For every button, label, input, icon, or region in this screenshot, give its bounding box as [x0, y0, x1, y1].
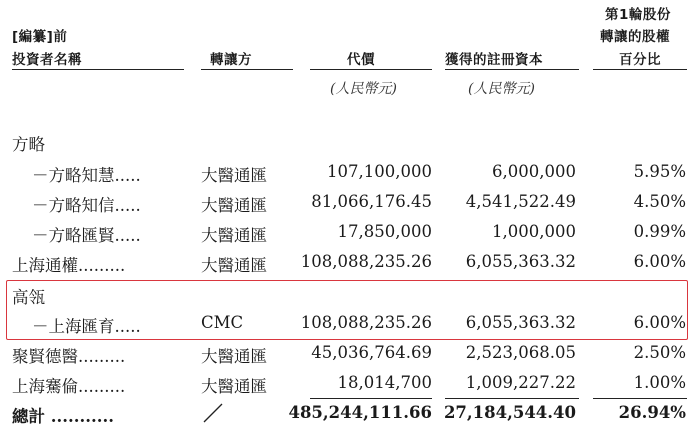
row-transferor: 大醫通匯: [201, 166, 267, 185]
row-consideration: 45,036,764.69: [311, 343, 432, 362]
row-pct: 6.00%: [633, 252, 686, 271]
header-pct-line3: 百分比: [619, 52, 661, 68]
row-transferor: 大醫通匯: [201, 196, 267, 215]
total-rule-consideration: [310, 398, 432, 399]
row-investor: －上海匯育.....: [32, 317, 141, 336]
row-investor: 方略: [12, 135, 45, 154]
header-rule-investor: [12, 69, 184, 70]
total-label: 總計 ...........: [12, 407, 114, 426]
row-transferor: 大醫通匯: [201, 226, 267, 245]
row-pct: 1.00%: [633, 373, 686, 392]
row-pct: 6.00%: [633, 313, 686, 332]
row-investor: －方略知信.....: [32, 196, 141, 215]
header-pct-line1: 第1輪股份: [605, 7, 671, 23]
row-transferor: 大醫通匯: [201, 256, 267, 275]
row-capital: 6,055,363.32: [465, 252, 576, 271]
row-transferor: CMC: [201, 313, 244, 332]
total-rule-capital: [445, 398, 579, 399]
header-investor: 投資者名稱: [12, 52, 82, 68]
total-rule-pct: [593, 398, 687, 399]
row-investor: －方略匯賢.....: [32, 226, 141, 245]
unit-consideration: (人民幣元): [330, 81, 397, 97]
header-registered-capital: 獲得的註冊資本: [445, 52, 543, 68]
row-consideration: 17,850,000: [337, 222, 432, 241]
row-pct: 4.50%: [633, 192, 686, 211]
row-capital: 4,541,522.49: [465, 192, 576, 211]
row-consideration: 108,088,235.26: [300, 313, 432, 332]
row-consideration: 18,014,700: [337, 373, 432, 392]
row-capital: 6,055,363.32: [465, 313, 576, 332]
header-col1-line1: [編纂]前: [12, 29, 68, 45]
row-consideration: 108,088,235.26: [300, 252, 432, 271]
row-capital: 2,523,068.05: [465, 343, 576, 362]
row-investor: 高瓴: [12, 288, 45, 307]
row-transferor: 大醫通匯: [201, 347, 267, 366]
total-consideration: 485,244,111.66: [288, 403, 432, 422]
slash-mark: [202, 402, 224, 424]
header-rule-consideration: [310, 69, 432, 70]
total-capital: 27,184,544.40: [443, 403, 576, 422]
header-rule-pct: [593, 69, 687, 70]
header-transferor: 轉讓方: [210, 52, 252, 68]
unit-capital: (人民幣元): [468, 81, 535, 97]
row-investor: 上海騫倫.........: [12, 377, 126, 396]
row-pct: 5.95%: [633, 162, 686, 181]
header-rule-transferor: [201, 69, 293, 70]
row-investor: －方略知慧.....: [32, 166, 141, 185]
row-consideration: 107,100,000: [327, 162, 432, 181]
row-consideration: 81,066,176.45: [311, 192, 432, 211]
header-pct-line2: 轉讓的股權: [600, 29, 670, 45]
row-investor: 上海通權.........: [12, 256, 126, 275]
row-pct: 0.99%: [633, 222, 686, 241]
row-capital: 6,000,000: [492, 162, 576, 181]
row-capital: 1,000,000: [492, 222, 576, 241]
row-pct: 2.50%: [633, 343, 686, 362]
row-capital: 1,009,227.22: [465, 373, 576, 392]
header-rule-capital: [445, 69, 579, 70]
row-transferor: 大醫通匯: [201, 377, 267, 396]
row-investor: 聚賢德醫.........: [12, 347, 126, 366]
total-pct: 26.94%: [618, 403, 686, 422]
header-consideration: 代價: [347, 52, 375, 68]
